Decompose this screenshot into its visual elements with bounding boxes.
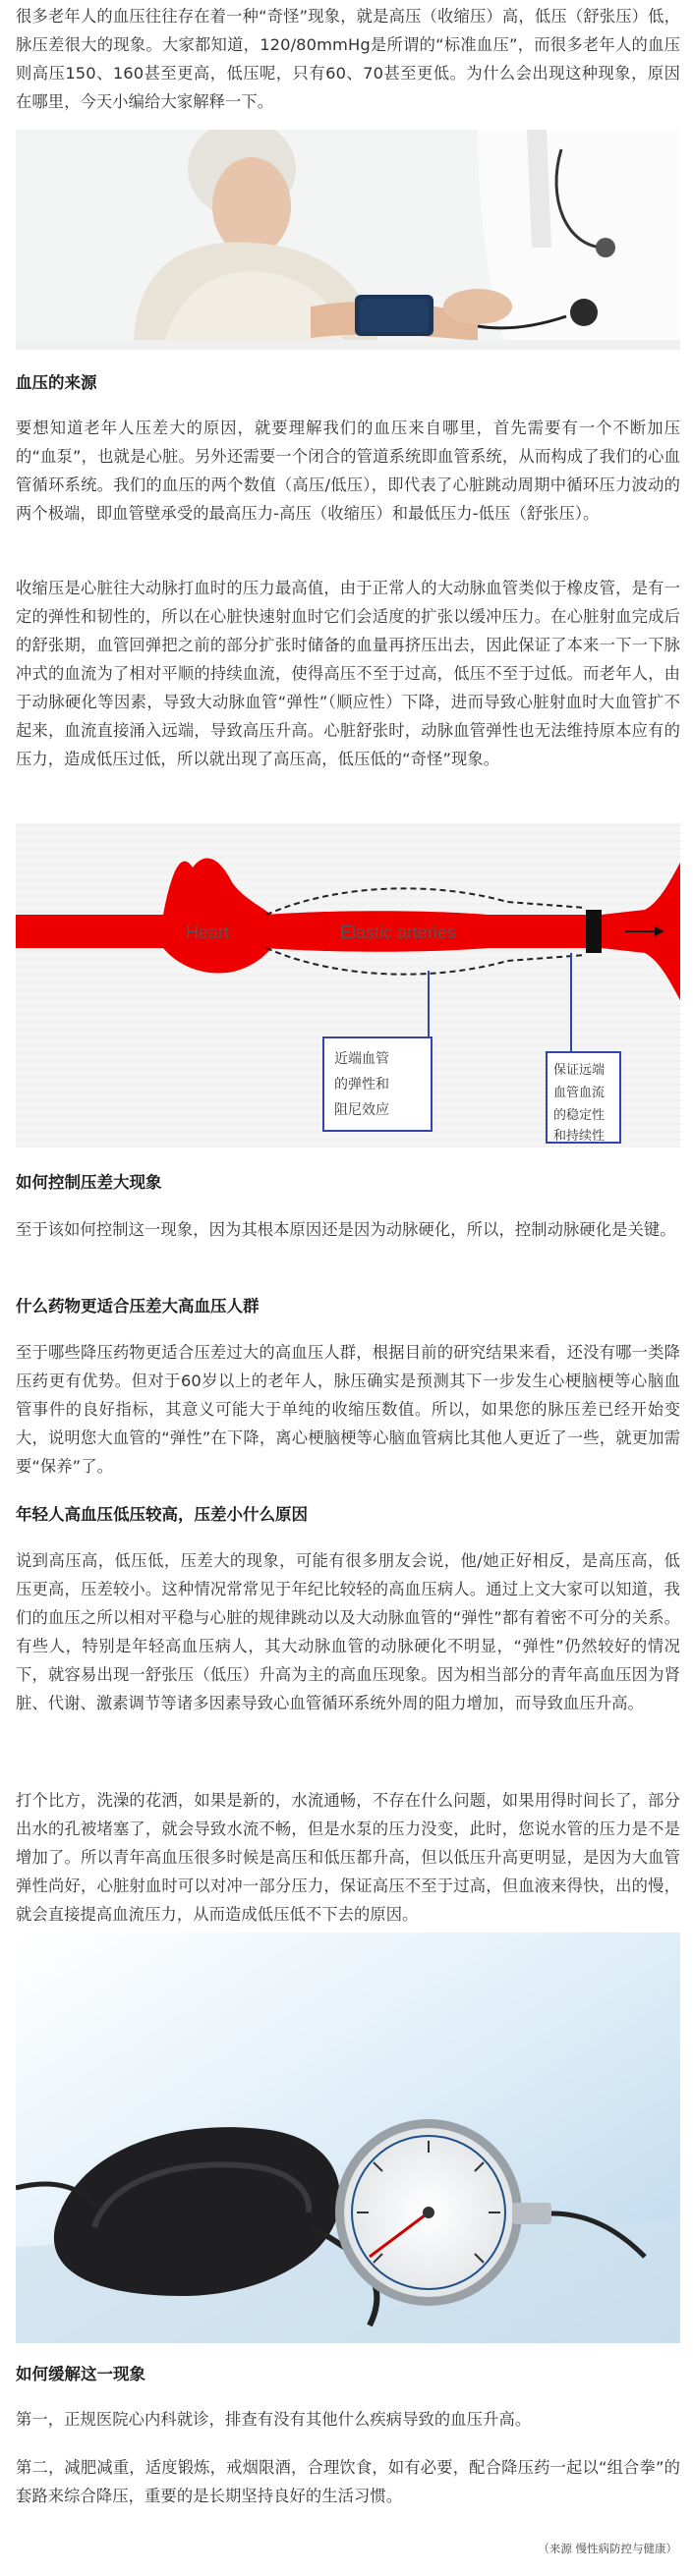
section-heading-relief: 如何缓解这一现象	[16, 2365, 145, 2383]
distal-box-line-1: 保证远端	[553, 1063, 606, 1078]
arteries-label: Elastic arteries	[340, 923, 457, 942]
intro-paragraph: 很多老年人的血压往往存在着一种“奇怪”现象，就是高压（收缩压）高，低压（舒张压）低，脉压差很大的现象。大家都知道，120/80mmHg是所谓的“标准血压”，而很多老年人的血压则高压150、160甚至更高，低压呢，只有60、70甚至更低。为什么会出现这种现象，原因在哪里，今天小编给大家解释一下。	[16, 7, 680, 111]
section-heading-medication: 什么药物更适合压差大高血压人群	[16, 1297, 260, 1316]
proximal-box-line-3: 阻尼效应	[334, 1102, 389, 1118]
section5-paragraph-2: 第二，减肥减重，适度锻炼，戒烟限酒，合理饮食，如有必要，配合降压药一起以“组合拳”的套路来综合降压，重要的是长期坚持良好的生活习惯。	[16, 2458, 680, 2505]
distal-box-line-2: 血管血流	[553, 1086, 606, 1100]
distal-box-line-4: 和持续性	[553, 1129, 606, 1144]
source-attribution: （来源 慢性病防控与健康）	[538, 2542, 677, 2555]
proximal-box-line-2: 的弹性和	[334, 1077, 389, 1092]
section2-paragraph: 至于该如何控制这一现象，因为其根本原因还是因为动脉硬化，所以，控制动脉硬化是关键。	[16, 1220, 676, 1239]
proximal-box-line-1: 近端血管	[334, 1051, 389, 1067]
sphygmomanometer-photo	[16, 1932, 680, 2343]
distal-box-line-3: 的稳定性	[553, 1108, 606, 1123]
section4-paragraph-2: 打个比方，洗澡的花洒，如果是新的，水流通畅，不存在什么问题，如果用得时间长了，部分出水的孔被堵塞了，就会导致水流不畅，但是水泵的压力没变，此时，您说水管的压力是不是增加了。所以青年高血压很多时候是高压和低压都升高，但以低压升高更明显，是因为大血管弹性尚好，心脏射血时可以对冲一部分压力，保证高压不至于过高，但血液来得快，出的慢，就会直接提高血流压力，从而造成低压低不下去的原因。	[16, 1791, 680, 1924]
sphygmomanometer-illustration	[16, 1932, 680, 2343]
heart-elastic-arteries-diagram	[16, 823, 680, 1148]
section3-paragraph: 至于哪些降压药物更适合压差过大的高血压人群，根据目前的研究结果来看，还没有哪一类降压药更有优势。但对于60岁以上的老年人，脉压确实是预测其下一步发生心梗脑梗等心脑血管事件的良好指标，其意义可能大于单纯的收缩压数值。所以，如果您的脉压差已经开始变大，说明您大血管的“弹性”在下降，离心梗脑梗等心脑血管病比其他人更近了一些，就更加需要“保养”了。	[16, 1343, 680, 1476]
section1-paragraph-2: 收缩压是心脏往大动脉打血时的压力最高值，由于正常人的大动脉血管类似于橡皮管，是有一定的弹性和韧性的，所以在心脏快速射血时它们会适度的扩张以缓冲压力。在心脏射血完成后的舒张期，血管回弹把之前的部分扩张时储备的血量再挤压出去，因此保证了本来一下一下脉冲式的血流为了相对平顺的持续血流，使得高压不至于过高，低压不至于过低。而老年人，由于动脉硬化等因素，导致大动脉血管“弹性”（顺应性）下降，进而导致心脏射血时大血管扩不起来，血流直接涌入远端，导致高压升高。心脏舒张时，动脉血管弹性也无法维持原本应有的压力，造成低压过低，所以就出现了高压高，低压低的“奇怪”现象。	[16, 579, 680, 768]
section-heading-blood-pressure-source: 血压的来源	[16, 373, 97, 392]
diagram-svg	[16, 823, 680, 1148]
proximal-box-text	[334, 1050, 393, 1118]
vessel-band	[586, 910, 602, 953]
heart-label: Heart	[186, 923, 230, 942]
section-heading-control: 如何控制压差大现象	[16, 1173, 162, 1192]
section5-paragraph-1: 第一，正规医院心内科就诊，排查有没有其他什么疾病导致的血压升高。	[16, 2410, 532, 2429]
photo-illustration	[16, 130, 680, 350]
section4-paragraph-1: 说到高压高，低压低，压差大的现象，可能有很多朋友会说，他/她正好相反，是高压高，低压更高，压差较小。这种情况常常见于年纪比较轻的高血压病人。通过上文大家可以知道，我们的血压之所以相对平稳与心脏的规律跳动以及大动脉血管的“弹性”都有着密不可分的关系。有些人，特别是年轻高血压病人，其大动脉血管的动脉硬化不明显，“弹性”仍然较好的情况下，就容易出现一舒张压（低压）升高为主的高血压现象。因为相当部分的青年高血压因为肾脏、代谢、激素调节等诸多因素导致心血管循环系统外周的阻力增加，而导致血压升高。	[16, 1551, 680, 1712]
section1-paragraph-1: 要想知道老年人压差大的原因，就要理解我们的血压来自哪里，首先需要有一个不断加压的“血泵”，也就是心脏。另外还需要一个闭合的管道系统即血管系统，从而构成了我们的心血管循环系统。我们的血压的两个数值（高压/低压），即代表了心脏跳动周期中循环压力波动的两个极端，即血管壁承受的最高压力-高压（收缩压）和最低压力-低压（舒张压）。	[16, 419, 680, 523]
left-artery-segment	[16, 915, 163, 948]
blood-pressure-measurement-photo	[16, 130, 680, 350]
section-heading-young-patients: 年轻人高血压低压较高，压差小什么原因	[16, 1505, 308, 1524]
